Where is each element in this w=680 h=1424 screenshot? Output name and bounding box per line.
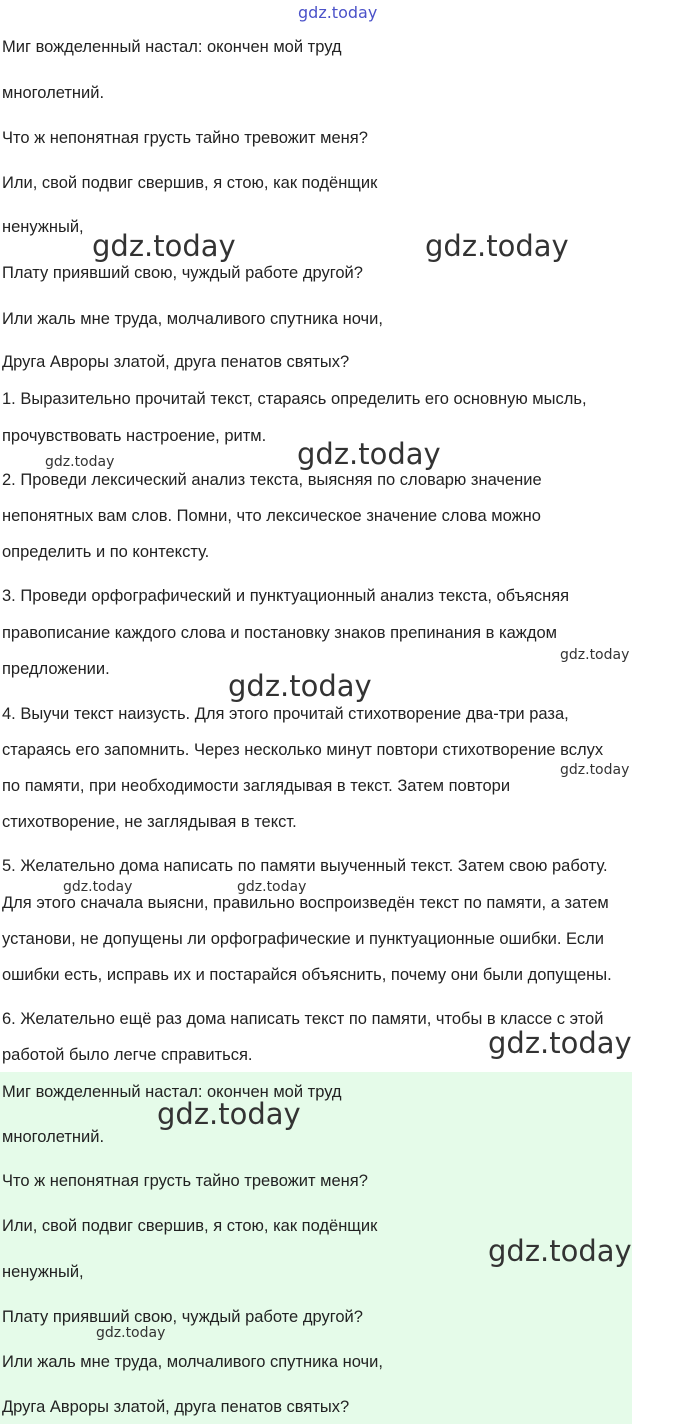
task-line: 5. Желательно дома написать по памяти выученный текст. Затем свою работу. — [2, 857, 608, 875]
watermark: gdz.today — [488, 1026, 632, 1060]
watermark: gdz.today — [297, 437, 441, 471]
poem-line: Что ж непонятная грусть тайно тревожит меня? — [2, 129, 368, 147]
watermark: gdz.today — [92, 229, 236, 263]
poem-line: Друга Авроры златой, друга пенатов святых? — [2, 353, 350, 371]
task-line: предложении. — [2, 660, 110, 678]
poem-line: Или, свой подвиг свершив, я стою, как подёнщик — [2, 174, 378, 192]
task-line: непонятных вам слов. Помни, что лексическое значение слова можно — [2, 507, 541, 525]
task-line: стихотворение, не заглядывая в текст. — [2, 813, 297, 831]
task-line: работой было легче справиться. — [2, 1046, 253, 1064]
answer-line: ненужный, — [2, 1263, 84, 1281]
task-line: по памяти, при необходимости заглядывая в текст. Затем повтори — [2, 777, 511, 795]
watermark: gdz.today — [237, 879, 307, 895]
watermark: gdz.today — [488, 1234, 632, 1268]
task-line: 6. Желательно ещё раз дома написать текст по памяти, чтобы в классе с этой — [2, 1010, 604, 1028]
answer-line: Или жаль мне труда, молчаливого спутника ночи, — [2, 1353, 383, 1371]
task-line: определить и по контексту. — [2, 543, 210, 561]
task-line: ошибки есть, исправь их и постарайся объяснить, почему они были допущены. — [2, 966, 612, 984]
task-line: Для этого сначала выясни, правильно воспроизведён текст по памяти, а затем — [2, 894, 609, 912]
watermark: gdz.today — [228, 669, 372, 703]
answer-line: многолетний. — [2, 1128, 105, 1146]
answer-line: Друга Авроры златой, друга пенатов святых? — [2, 1398, 350, 1416]
watermark: gdz.today — [560, 762, 630, 778]
task-line: 1. Выразительно прочитай текст, стараясь определить его основную мысль, — [2, 390, 587, 408]
task-line: стараясь его запомнить. Через несколько минут повтори стихотворение вслух — [2, 741, 604, 759]
poem-line: Или жаль мне труда, молчаливого спутника ночи, — [2, 310, 383, 328]
watermark: gdz.today — [157, 1097, 301, 1131]
watermark: gdz.today — [96, 1325, 166, 1341]
answer-line: Или, свой подвиг свершив, я стою, как подёнщик — [2, 1217, 378, 1235]
answer-line: Миг вожделенный настал: окончен мой труд — [2, 1083, 342, 1101]
poem-line: многолетний. — [2, 84, 105, 102]
watermark: gdz.today — [63, 879, 133, 895]
poem-line: ненужный, — [2, 218, 84, 236]
poem-line: Плату приявший свою, чуждый работе другой? — [2, 264, 363, 282]
answer-line: Что ж непонятная грусть тайно тревожит меня? — [2, 1172, 368, 1190]
task-line: 4. Выучи текст наизусть. Для этого прочитай стихотворение два-три раза, — [2, 705, 569, 723]
task-line: прочувствовать настроение, ритм. — [2, 427, 267, 445]
task-line: 3. Проведи орфографический и пунктуационный анализ текста, объясняя — [2, 587, 570, 605]
task-line: правописание каждого слова и постановку знаков препинания в каждом — [2, 624, 557, 642]
poem-line: Миг вожделенный настал: окончен мой труд — [2, 38, 342, 56]
watermark: gdz.today — [560, 647, 630, 663]
task-line: 2. Проведи лексический анализ текста, выясняя по словарю значение — [2, 471, 542, 489]
task-line: установи, не допущены ли орфографические и пунктуационные ошибки. Если — [2, 930, 604, 948]
watermark: gdz.today — [425, 229, 569, 263]
answer-line: Плату приявший свою, чуждый работе другой? — [2, 1308, 363, 1326]
watermark: gdz.today — [298, 3, 378, 22]
watermark: gdz.today — [45, 454, 115, 470]
